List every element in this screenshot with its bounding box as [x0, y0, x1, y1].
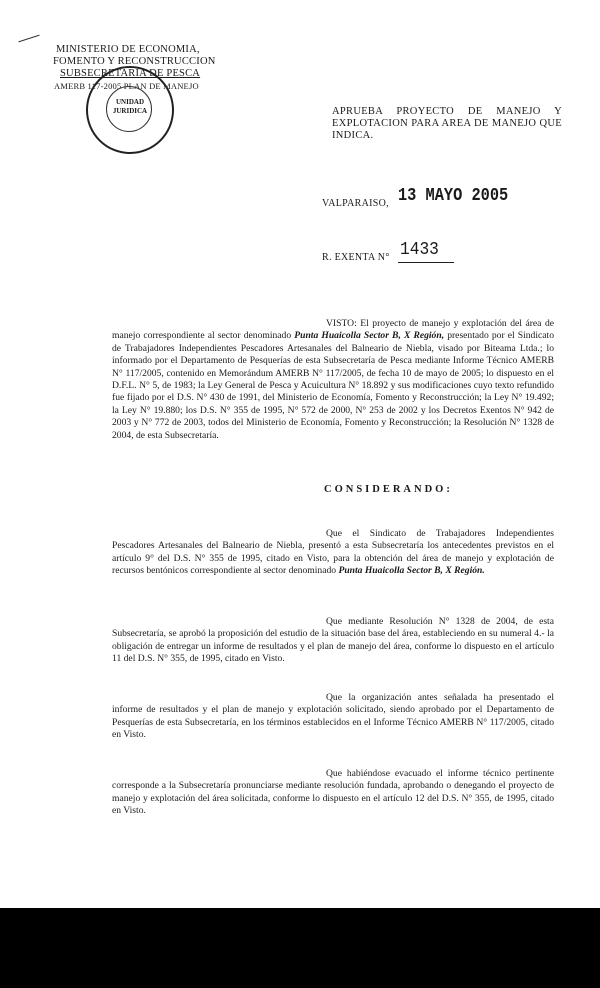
- visto-paragraph: [112, 318, 554, 442]
- scan-border: [0, 908, 600, 988]
- resolution-date: 13 MAYO 2005: [398, 186, 509, 206]
- c3-text: Que la organización antes señalada ha presentado el informe de resultados y el plan de manejo y explotación solicitado, siendo aprobado por el Departamento de Pesquerías de esta Subsecretaría, en los términos establecidos en el Informe Técnico AMERB N° 117/2005, citado en Visto.: [112, 692, 554, 741]
- official-stamp: [86, 66, 174, 154]
- c1-sector-name: Punta Huaicolla Sector B, X Región.: [338, 565, 485, 577]
- stamp-line-2: JURIDICA: [112, 107, 148, 115]
- considerando-paragraph-4: [112, 768, 554, 818]
- ministry-line-2: FOMENTO Y RECONSTRUCCION: [53, 56, 216, 67]
- visto-sector-name: Punta Huaicolla Sector B, X Región,: [294, 330, 445, 342]
- resolution-label: R. EXENTA N°: [322, 252, 390, 263]
- c1-text-start: Que el Sindicato de Trabajadores Independientes Pescadores Artesanales del Balneario de Niebla, presentó a esta Subsecretaría los antecedentes previstos en el artículo 9° del D.S. N° 355 de 1995, citado en Visto, para la obtención del área de manejo y explotación de recursos bentónicos correspondiente al sector denominado: [112, 528, 554, 577]
- c2-text: Que mediante Resolución N° 1328 de 2004, de esta Subsecretaría, se aprobó la proposición del estudio de la situación base del área, estableciendo en su numeral 4.- la obligación de entregar un informe de resultados y el plan de manejo del área, conforme lo dispuesto en el artículo 11 del D.S. N° 355, de 1995, citado en Visto.: [112, 616, 554, 665]
- resolution-subject: APRUEBA PROYECTO DE MANEJO Y EXPLOTACION PARA AREA DE MANEJO QUE INDICA.: [332, 106, 562, 141]
- considerando-paragraph-2: [112, 616, 554, 666]
- c4-text: Que habiéndose evacuado el informe técnico pertinente corresponde a la Subsecretaría pronunciarse mediante resolución fundada, aprobando o denegando el proyecto de manejo y explotación del área solicitada, conforme lo dispuesto en el artículo 12 del D.S. N° 355, de 1995, citado en Visto.: [112, 768, 554, 817]
- resolution-number: 1433: [400, 240, 439, 260]
- stamp-line-1: UNIDAD: [116, 98, 144, 106]
- visto-text-rest: presentado por el Sindicato de Trabajadores Independientes Pescadores Artesanales del Balneario de Niebla, visado por Biteama Ltda.; lo informado por el Departamento de Pesquerías de esta Subsecretaría de Pesca mediante Informe Técnico AMERB N° 117/2005, contenido en Memorándum AMERB N° 117/2005, de fecha 10 de mayo de 2005; lo dispuesto en el D.F.L. N° 5, de 1983; la Ley General de Pesca y Acuicultura N° 18.892 y sus modificaciones cuyo texto refundido fue fijado por el D.S. N° 430 de 1991, del Ministerio de Economía, Fomento y Reconstrucción; la Ley N° 19.492; la Ley N° 19.880; los D.S. N° 355 de 1995, N° 572 de 2000, N° 253 de 2002 y los Decretos Exentos N° 942 de 2003 y N° 772 de 2003, todos del Ministerio de Economía, Fomento y Reconstrucción; la Resolución N° 1328 de 2004, de esta Subsecretaría.: [112, 330, 554, 441]
- ministry-line-1: MINISTERIO DE ECONOMIA,: [56, 44, 200, 55]
- place-label: VALPARAISO,: [322, 198, 389, 209]
- visto-label: VISTO:: [326, 318, 357, 329]
- signature-mark: [18, 35, 39, 43]
- subsecretaria-line: SUBSECRETARIA DE PESCA: [60, 68, 201, 79]
- reference-line: AMERB 117-2005 PLAN DE MANEJO: [54, 81, 199, 91]
- considerando-paragraph-1: [112, 528, 554, 578]
- visto-text-start: El proyecto de manejo y explotación del área de manejo correspondiente al sector denominado: [112, 318, 554, 342]
- resolution-underline: [398, 262, 454, 263]
- considerando-paragraph-3: [112, 692, 554, 742]
- considerando-heading: CONSIDERANDO:: [324, 484, 453, 495]
